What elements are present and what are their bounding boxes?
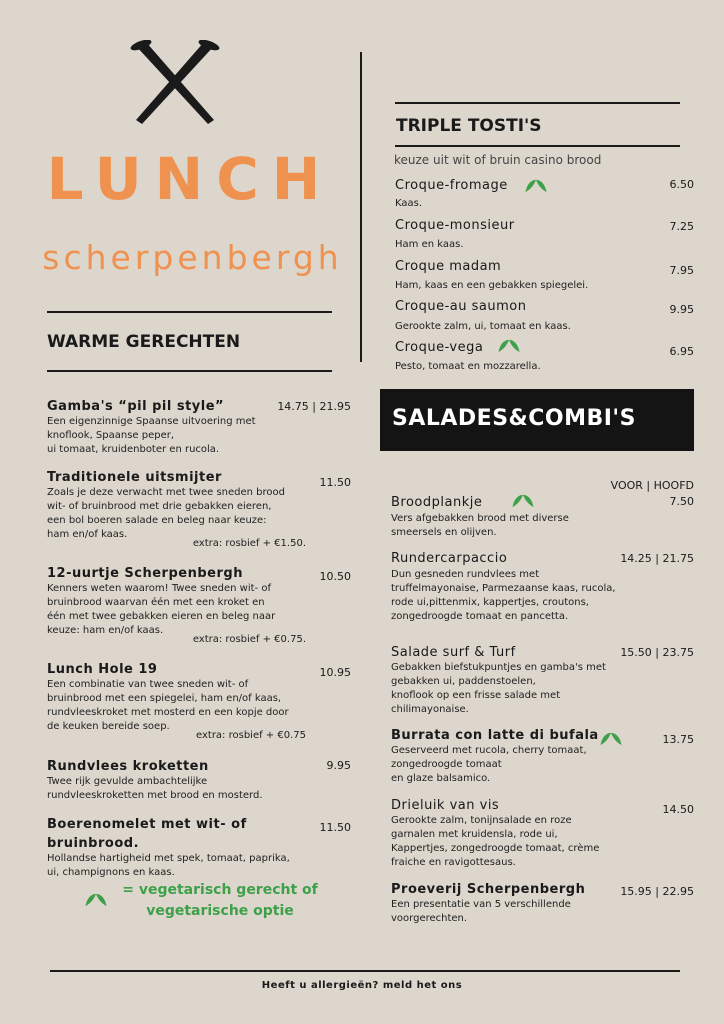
tosti-item-name: Croque-monsieur	[395, 218, 515, 233]
tosti-item-desc: Kaas.	[395, 198, 423, 209]
warme-item-name: Rundvlees kroketten	[47, 759, 209, 774]
warme-item-name: Lunch Hole 19	[47, 662, 158, 677]
divider-vertical	[360, 52, 362, 362]
tosti-item-name: Croque-fromage	[395, 178, 508, 193]
tosti-item-price: 6.95	[669, 345, 694, 358]
warme-item-price: 10.50	[319, 570, 351, 583]
warme-item-name: Gamba's “pil pil style”	[47, 399, 225, 414]
tosti-item-name: Croque-vega	[395, 340, 484, 355]
divider-right-top	[395, 102, 680, 104]
divider-left-top	[47, 311, 332, 313]
leaf-icon	[497, 339, 521, 353]
warme-item-desc: Een eigenzinnige Spaanse uitvoering met knoflook, Spaanse peper, ui tomaat, kruidenboter en rucola.	[47, 416, 256, 455]
salade-item-name: Salade surf & Turf	[391, 645, 516, 660]
divider-footer	[50, 970, 680, 972]
salades-heading: SALADES&COMBI'S	[380, 389, 694, 451]
warme-item-price: 10.95	[319, 666, 351, 679]
warme-item-price: 11.50	[319, 821, 351, 834]
tosti-item-desc: Pesto, tomaat en mozzarella.	[395, 361, 541, 372]
tosti-item-desc: Ham en kaas.	[395, 239, 464, 250]
warme-item-price: 11.50	[319, 476, 351, 489]
leaf-icon	[524, 179, 548, 193]
leaf-icon	[511, 494, 535, 508]
salade-item-name: Rundercarpaccio	[391, 551, 508, 566]
salade-item-name: Burrata con latte di bufala	[391, 728, 599, 743]
salade-item-desc: Vers afgebakken brood met diverse smeersels en olijven.	[391, 513, 569, 538]
salade-item-name: Proeverij Scherpenbergh	[391, 882, 586, 897]
tosti-item-desc: Ham, kaas en een gebakken spiegelei.	[395, 280, 589, 291]
salade-item-name: Broodplankje	[391, 495, 483, 510]
warme-item-desc: Zoals je deze verwacht met twee sneden brood wit- of bruinbrood met drie gebakken eieren, een bol boeren salade en beleg naar keuze: ham en/of kaas.	[47, 487, 285, 540]
tosti-item-name: Croque-au saumon	[395, 299, 527, 314]
salade-item-desc: Gerookte zalm, tonijnsalade en roze garnalen met kruidensla, rode ui, Kappertjes, zongedroogde tomaat, crème fraiche en ravigottesaus.	[391, 815, 600, 868]
warme-item-price: 14.75 | 21.95	[277, 400, 351, 413]
size-header: VOOR | HOOFD	[610, 479, 694, 492]
salade-item-price: 7.50	[669, 495, 694, 508]
warme-item-extra: extra: rosbief + €0.75	[196, 730, 306, 741]
tosti-item-name: Croque madam	[395, 259, 502, 274]
allergy-footer: Heeft u allergieën? meld het ons	[261, 980, 463, 991]
warme-item-desc: Twee rijk gevulde ambachtelijke rundvleeskroketten met brood en mosterd.	[47, 776, 263, 801]
veg-note: = vegetarisch gerecht of vegetarische optie	[122, 882, 318, 919]
salade-item-price: 15.95 | 22.95	[620, 885, 694, 898]
crossed-tees-icon	[130, 40, 220, 126]
warme-item-name: Traditionele uitsmijter	[47, 470, 222, 485]
warme-item-price: 9.95	[326, 759, 351, 772]
salade-item-price: 13.75	[662, 733, 694, 746]
leaf-icon	[84, 893, 108, 907]
tosti-item-price: 7.25	[669, 220, 694, 233]
logo-title: LUNCH	[46, 145, 334, 213]
warme-item-desc: Hollandse hartigheid met spek, tomaat, paprika, ui, champignons en kaas.	[47, 853, 290, 878]
tosti-subtitle: keuze uit wit of bruin casino brood	[394, 153, 602, 167]
tosti-heading: TRIPLE TOSTI'S	[396, 116, 542, 136]
salade-item-price: 15.50 | 23.75	[620, 646, 694, 659]
warme-item-extra: extra: rosbief + €0.75.	[192, 634, 306, 645]
tosti-item-price: 6.50	[669, 178, 694, 191]
salade-item-price: 14.25 | 21.75	[620, 552, 694, 565]
warme-item-desc: Een combinatie van twee sneden wit- of bruinbrood met een spiegelei, ham en/of kaas, rundvleeskroket met mosterd en een kopje door de keuken bereide soep.	[47, 679, 289, 732]
logo-subtitle: scherpenbergh	[42, 238, 343, 277]
divider-left-mid	[47, 370, 332, 372]
warme-item-extra: extra: rosbief + €1.50.	[192, 538, 306, 549]
salade-item-desc: Geserveerd met rucola, cherry tomaat, zongedroogde tomaat en glaze balsamico.	[391, 745, 587, 784]
salade-item-desc: Een presentatie van 5 verschillende voorgerechten.	[391, 899, 571, 924]
tosti-item-price: 9.95	[669, 303, 694, 316]
warme-item-name: Boerenomelet met wit- of	[47, 817, 247, 832]
salade-item-desc: Gebakken biefstukpuntjes en gamba's met gebakken ui, paddenstoelen, knoflook op een frisse salade met chilimayonaise.	[391, 662, 606, 715]
salade-item-desc: Dun gesneden rundvlees met truffelmayonaise, Parmezaanse kaas, rucola, rode ui,pittenmix, kappertjes, croutons, zongedroogde tomaat en pancetta.	[391, 569, 616, 622]
warme-item-name-line2: bruinbrood.	[47, 836, 140, 851]
warme-item-name: 12-uurtje Scherpenbergh	[47, 566, 243, 581]
warme-item-desc: Kenners weten waarom! Twee sneden wit- of bruinbrood waarvan één met een kroket en één met twee gebakken eieren en beleg naar keuze: ham en/of kaas.	[47, 583, 276, 636]
warme-heading: WARME GERECHTEN	[47, 332, 241, 352]
tosti-item-desc: Gerookte zalm, ui, tomaat en kaas.	[395, 321, 571, 332]
divider-right-mid	[395, 145, 680, 147]
salade-item-price: 14.50	[662, 803, 694, 816]
tosti-item-price: 7.95	[669, 264, 694, 277]
salade-item-name: Drieluik van vis	[391, 798, 500, 813]
